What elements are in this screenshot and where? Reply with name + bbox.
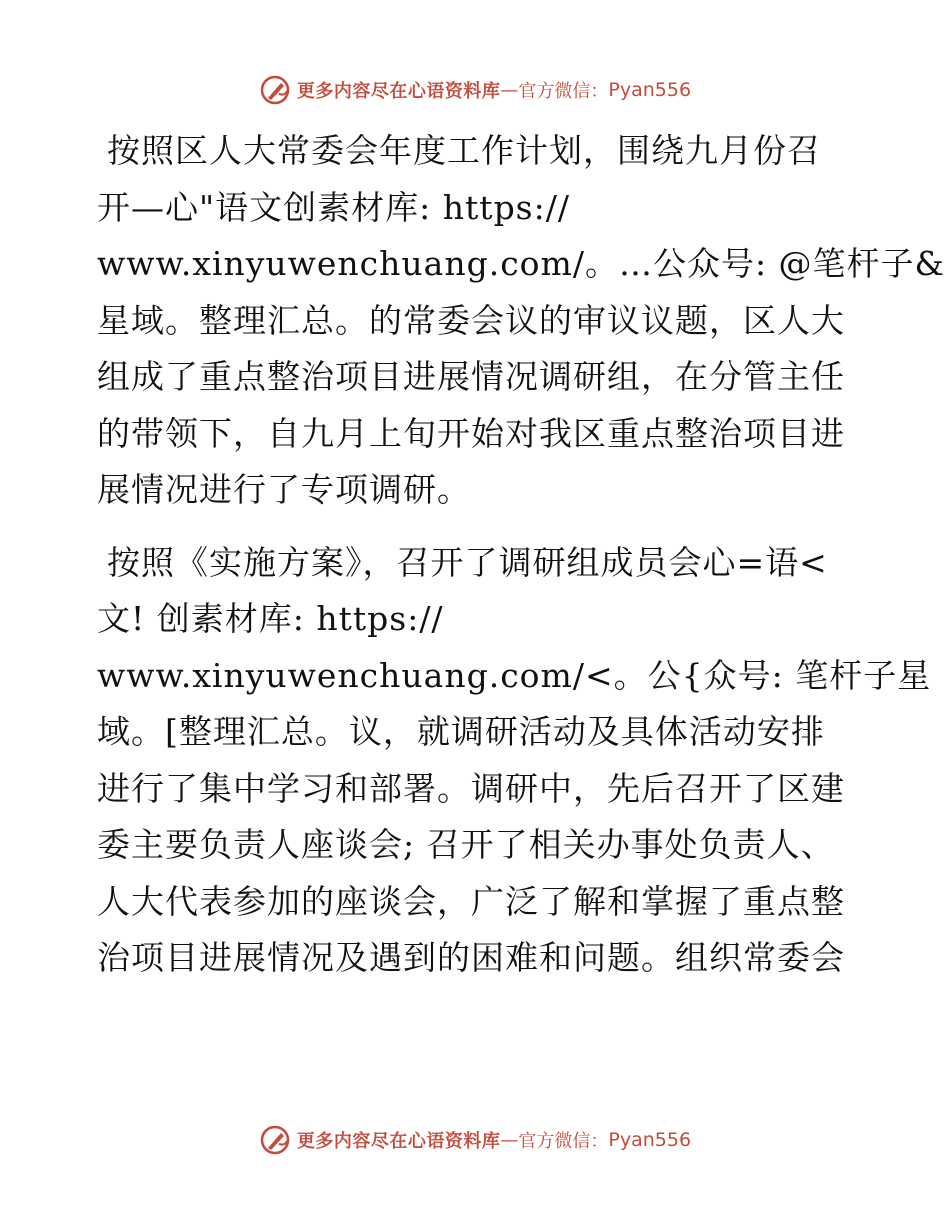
text-line: www.xinyuwenchuang.com/<。公{众号: 笔杆子星 xyxy=(97,655,932,695)
paragraph-1 xyxy=(97,123,945,519)
header-brand: 更多内容尽在心语资料库 xyxy=(296,81,501,102)
text-line: 展情况进行了专项调研。 xyxy=(97,470,471,509)
quill-seal-icon xyxy=(259,1124,291,1156)
header-wechat-label: 官方微信： xyxy=(518,81,609,102)
quill-seal-icon xyxy=(259,74,291,106)
text-line: 委主要负责人座谈会; 召开了相关办事处负责人、 xyxy=(97,825,835,864)
text-line: 按照《实施方案》，召开了调研组成员会心=语< xyxy=(107,542,828,582)
text-line: 星域。整理汇总。的常委会议的审议议题，区人大 xyxy=(97,300,845,340)
header-banner xyxy=(0,70,950,110)
header-wechat-id: Pyan556 xyxy=(608,79,692,101)
text-line: 治项目进展情况及遇到的困难和问题。组织常委会 xyxy=(97,938,845,977)
document-body xyxy=(97,123,945,1003)
header-dash: — xyxy=(500,79,519,101)
text-line: 按照区人大常委会年度工作计划，围绕九月份召 xyxy=(107,131,821,170)
text-line: 文! 创素材库: https:// xyxy=(97,599,444,638)
text-line: 人大代表参加的座谈会，广泛了解和掌握了重点整 xyxy=(97,881,845,921)
footer-brand: 更多内容尽在心语资料库 xyxy=(296,1131,501,1152)
paragraph-2 xyxy=(97,535,932,987)
text-line: 域。[整理汇总。议，就调研活动及具体活动安排 xyxy=(97,712,825,751)
footer-wechat-id: Pyan556 xyxy=(608,1129,692,1151)
text-line: 组成了重点整治项目进展情况调研组，在分管主任 xyxy=(97,357,845,396)
footer-banner xyxy=(0,1120,950,1160)
text-line: 开—心"语文创素材库: https:// xyxy=(97,187,570,227)
text-line: 的带领下，自九月上旬开始对我区重点整治项目进 xyxy=(97,413,845,453)
footer-dash: — xyxy=(500,1129,519,1151)
footer-wechat-label: 官方微信： xyxy=(518,1131,609,1152)
text-line: www.xinyuwenchuang.com/。…公众号: @笔杆子& xyxy=(97,244,945,283)
text-line: 进行了集中学习和部署。调研中，先后召开了区建 xyxy=(97,768,845,808)
